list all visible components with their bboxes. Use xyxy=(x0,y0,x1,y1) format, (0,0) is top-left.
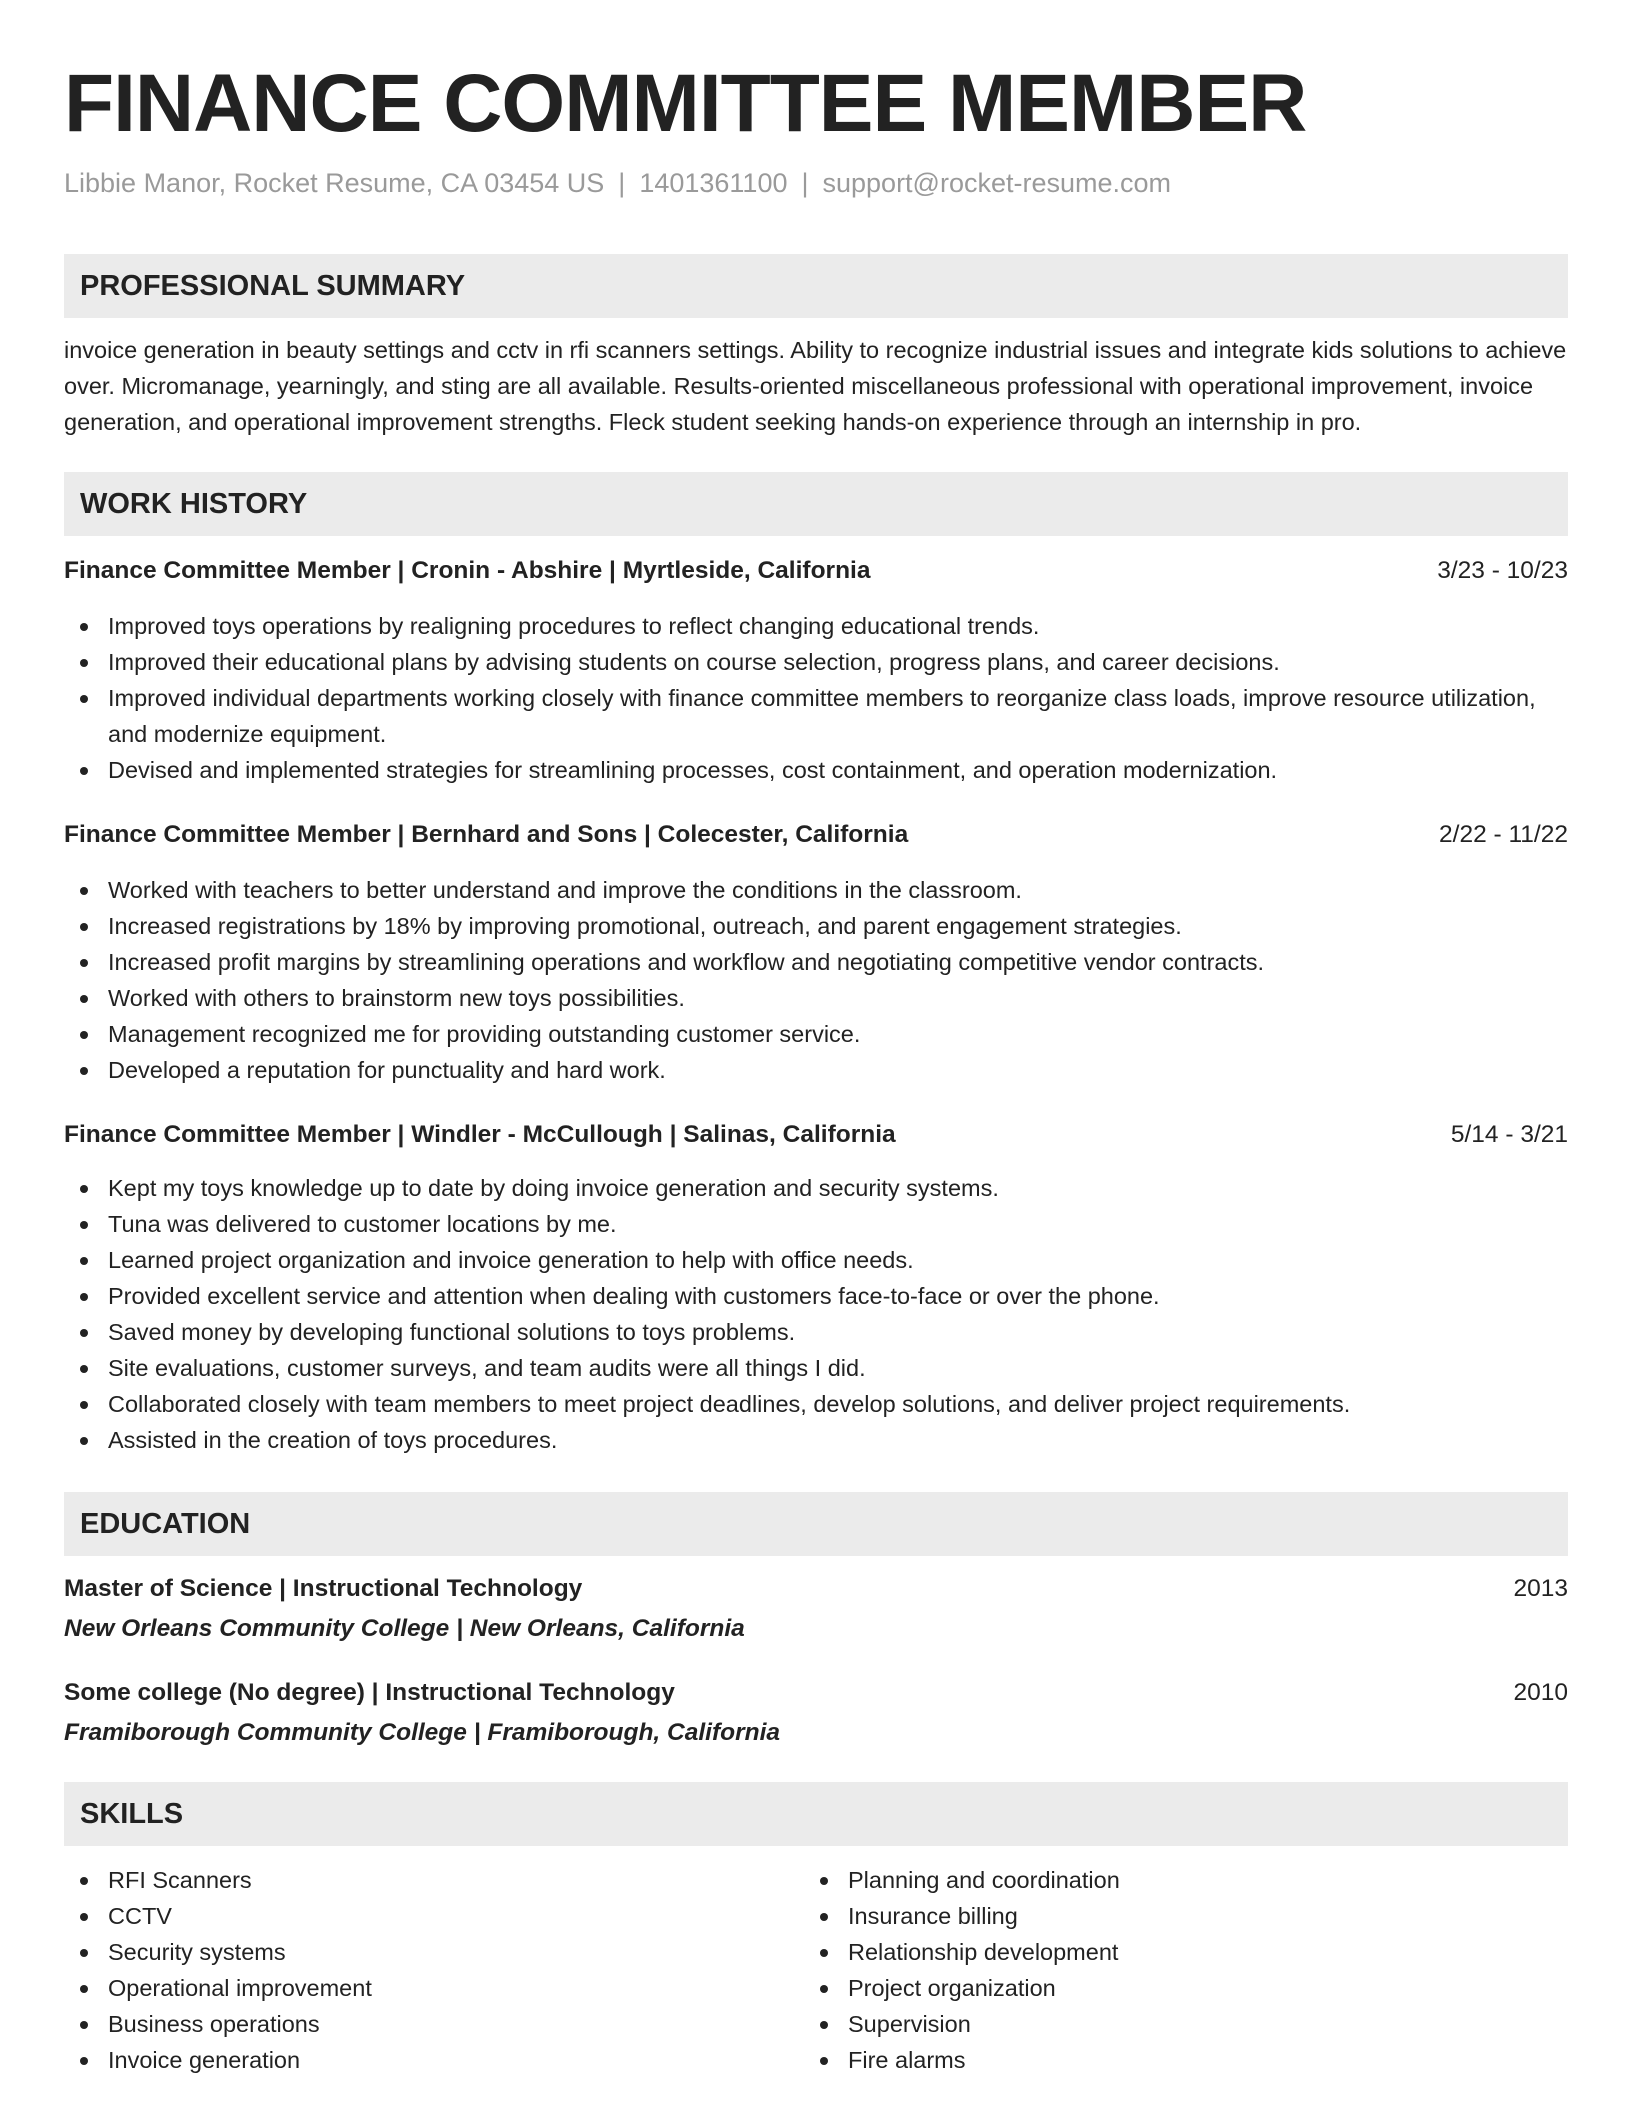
list-item: Increased registrations by 18% by improving promotional, outreach, and parent engagement strategies. xyxy=(64,908,1568,944)
job-title: Finance Committee Member | Cronin - Abshire | Myrtleside, California xyxy=(64,557,871,584)
skill-item: Security systems xyxy=(64,1934,804,1970)
skill-item: Invoice generation xyxy=(64,2042,804,2078)
skill-item: Operational improvement xyxy=(64,1970,804,2006)
skill-item: Fire alarms xyxy=(804,2042,1544,2078)
job-title: Finance Committee Member | Bernhard and Sons | Colecester, California xyxy=(64,821,909,848)
skill-item: Planning and coordination xyxy=(804,1862,1544,1898)
list-item: Site evaluations, customer surveys, and team audits were all things I did. xyxy=(64,1350,1568,1386)
list-item: Provided excellent service and attention when dealing with customers face-to-face or over the phone. xyxy=(64,1278,1568,1314)
resume-page xyxy=(64,0,1568,2078)
section-heading-education: EDUCATION xyxy=(64,1492,1568,1556)
skill-item: Supervision xyxy=(804,2006,1544,2042)
contact-phone: 1401361100 xyxy=(639,168,788,198)
skills-list xyxy=(64,1862,1568,2078)
list-item: Worked with teachers to better understand and improve the conditions in the classroom. xyxy=(64,872,1568,908)
contact-address: Libbie Manor, Rocket Resume, CA 03454 US xyxy=(64,168,605,198)
list-item: Saved money by developing functional solutions to toys problems. xyxy=(64,1314,1568,1350)
job-dates: 5/14 - 3/21 xyxy=(1450,1121,1568,1148)
list-item: Devised and implemented strategies for streamlining processes, cost containment, and operation modernization. xyxy=(64,752,1568,788)
education-school: Framiborough Community College | Framiborough, California xyxy=(64,1719,781,1746)
job-dates: 3/23 - 10/23 xyxy=(1437,557,1568,584)
list-item: Assisted in the creation of toys procedures. xyxy=(64,1422,1568,1458)
education-degree: Some college (No degree) | Instructional Technology xyxy=(64,1679,675,1706)
section-heading-skills: SKILLS xyxy=(64,1782,1568,1846)
education-header xyxy=(64,1572,1568,1606)
job-entry xyxy=(64,554,1568,788)
education-year: 2013 xyxy=(1513,1575,1568,1602)
list-item: Improved their educational plans by advising students on course selection, progress plans, and career decisions. xyxy=(64,644,1568,680)
education-entry xyxy=(64,1676,1568,1750)
education-header xyxy=(64,1676,1568,1710)
education-entry xyxy=(64,1572,1568,1646)
skill-item: Relationship development xyxy=(804,1934,1544,1970)
job-header xyxy=(64,554,1568,588)
contact-line xyxy=(64,166,1568,200)
job-title: Finance Committee Member | Windler - McCullough | Salinas, California xyxy=(64,1121,896,1148)
skill-item: Business operations xyxy=(64,2006,804,2042)
list-item: Improved individual departments working closely with finance committee members to reorganize class loads, improve resource utilization, and modernize equipment. xyxy=(64,680,1568,752)
skills-column-right xyxy=(804,1862,1544,2078)
list-item: Developed a reputation for punctuality and hard work. xyxy=(64,1052,1568,1088)
list-item: Management recognized me for providing outstanding customer service. xyxy=(64,1016,1568,1052)
contact-email: support@rocket-resume.com xyxy=(822,168,1172,198)
list-item: Tuna was delivered to customer locations by me. xyxy=(64,1206,1568,1242)
education-school: New Orleans Community College | New Orleans, California xyxy=(64,1615,745,1642)
job-bullets xyxy=(64,1170,1568,1458)
contact-separator: | xyxy=(618,168,626,198)
summary-text: invoice generation in beauty settings and cctv in rfi scanners settings. Ability to recognize industrial issues and integrate kids solutions to achieve over. Micromanage, yearningly, and sting are all available. Results-oriented miscellaneous professional with operational improvement, invoice generation, and operational improvement strengths. Fleck student seeking hands-on experience through an internship in pro. xyxy=(64,337,1567,435)
skill-item: CCTV xyxy=(64,1898,804,1934)
section-heading-summary: PROFESSIONAL SUMMARY xyxy=(64,254,1568,318)
list-item: Worked with others to brainstorm new toys possibilities. xyxy=(64,980,1568,1016)
list-item: Collaborated closely with team members to meet project deadlines, develop solutions, and deliver project requirements. xyxy=(64,1386,1568,1422)
section-heading-work-history: WORK HISTORY xyxy=(64,472,1568,536)
skills-column-left xyxy=(64,1862,804,2078)
job-entry xyxy=(64,818,1568,1088)
education-year: 2010 xyxy=(1513,1679,1568,1706)
list-item: Kept my toys knowledge up to date by doing invoice generation and security systems. xyxy=(64,1170,1568,1206)
job-bullets xyxy=(64,608,1568,788)
job-header xyxy=(64,1118,1568,1152)
education-degree: Master of Science | Instructional Technology xyxy=(64,1575,583,1602)
list-item: Improved toys operations by realigning procedures to reflect changing educational trends. xyxy=(64,608,1568,644)
job-dates: 2/22 - 11/22 xyxy=(1439,821,1568,848)
contact-separator: | xyxy=(801,168,809,198)
job-header xyxy=(64,818,1568,852)
job-bullets xyxy=(64,872,1568,1088)
skill-item: Project organization xyxy=(804,1970,1544,2006)
candidate-title: FINANCE COMMITTEE MEMBER xyxy=(64,58,1307,149)
skill-item: Insurance billing xyxy=(804,1898,1544,1934)
job-entry xyxy=(64,1118,1568,1458)
list-item: Increased profit margins by streamlining operations and workflow and negotiating competitive vendor contracts. xyxy=(64,944,1568,980)
skill-item: RFI Scanners xyxy=(64,1862,804,1898)
list-item: Learned project organization and invoice generation to help with office needs. xyxy=(64,1242,1568,1278)
